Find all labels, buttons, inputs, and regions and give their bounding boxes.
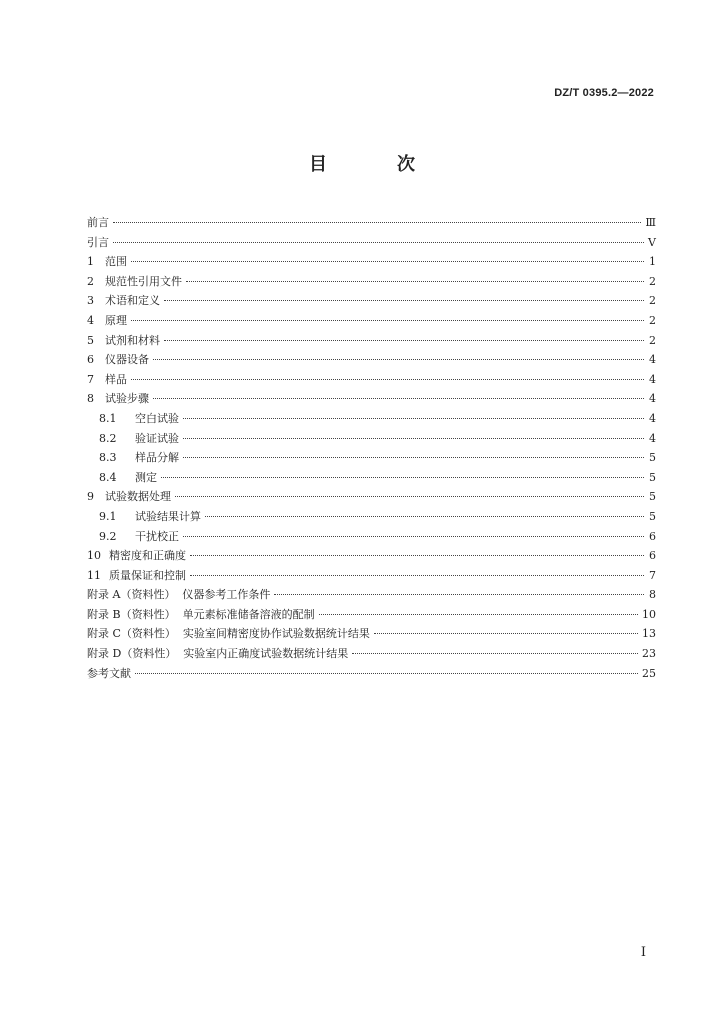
toc-entry-page: Ⅲ	[645, 216, 656, 229]
dot-leader	[190, 575, 644, 576]
toc-entry[interactable]	[87, 429, 656, 449]
toc-entry-number: 8.3	[99, 451, 117, 465]
toc-entry-label: 附录 D（资料性） 实验室内正确度试验数据统计结果	[87, 647, 349, 661]
dot-leader	[164, 340, 644, 341]
dot-leader	[135, 673, 638, 674]
dot-leader	[274, 594, 644, 595]
dot-leader	[131, 379, 644, 380]
toc-entry[interactable]	[87, 272, 656, 292]
toc-entry[interactable]	[87, 331, 656, 351]
toc-entry-label: 试验数据处理	[105, 490, 171, 504]
toc-entry[interactable]	[87, 370, 656, 390]
dot-leader	[352, 653, 638, 654]
toc-entry-page: 2	[649, 274, 656, 288]
dot-leader	[153, 398, 644, 399]
toc-entry-number: 9.1	[99, 509, 117, 523]
toc-entry-page: 6	[649, 529, 656, 543]
dot-leader	[153, 359, 644, 360]
dot-leader	[319, 614, 638, 615]
standard-code: DZ/T 0395.2—2022	[554, 87, 654, 99]
toc-entry-number: 8.1	[99, 411, 117, 425]
toc-entry-number: 10	[87, 549, 101, 563]
toc-entry-page: 4	[649, 372, 656, 386]
toc-entry[interactable]	[87, 409, 656, 429]
dot-leader	[175, 496, 644, 497]
toc-entry[interactable]	[87, 468, 656, 488]
toc-entry-number: 3	[87, 294, 94, 308]
toc-entry-label: 干扰校正	[135, 529, 179, 543]
page-number: Ⅰ	[640, 945, 646, 960]
dot-leader	[183, 418, 644, 419]
toc-entry-number: 7	[87, 372, 94, 386]
dot-leader	[113, 222, 641, 223]
toc-entry-page: Ⅴ	[648, 235, 656, 249]
toc-entry-page: 2	[649, 313, 656, 327]
toc-entry-label: 参考文献	[87, 666, 131, 680]
dot-leader	[205, 516, 644, 517]
toc-entry[interactable]	[87, 644, 656, 664]
toc-entry[interactable]	[87, 350, 656, 370]
toc-entry[interactable]	[87, 487, 656, 507]
toc-entry-page: 7	[649, 568, 656, 582]
toc-entry[interactable]	[87, 389, 656, 409]
dot-leader	[183, 457, 644, 458]
dot-leader	[374, 633, 638, 634]
toc-entry[interactable]	[87, 233, 656, 253]
dot-leader	[183, 438, 644, 439]
toc-entry-label: 前言	[87, 216, 109, 229]
toc-entry-page: 1	[649, 255, 656, 269]
toc-entry-label: 试剂和材料	[105, 333, 160, 347]
toc-entry-page: 2	[649, 333, 656, 347]
toc-entry-label: 试验步骤	[105, 392, 149, 406]
dot-leader	[131, 261, 644, 262]
toc-entry-page: 4	[649, 392, 656, 406]
dot-leader	[186, 281, 644, 282]
toc-entry[interactable]	[87, 664, 656, 684]
toc-entry-number: 2	[87, 274, 94, 288]
toc-entry[interactable]	[87, 448, 656, 468]
toc-entry-number: 1	[87, 255, 94, 269]
toc-entry-label: 仪器设备	[105, 353, 149, 367]
toc-entry-number: 9	[87, 490, 94, 504]
toc-entry-number: 9.2	[99, 529, 117, 543]
toc-entry-page: 25	[642, 666, 656, 680]
toc-entry-label: 验证试验	[135, 431, 179, 445]
toc-entry[interactable]	[87, 252, 656, 272]
toc-entry[interactable]	[87, 291, 656, 311]
toc-entry-number: 11	[87, 568, 101, 582]
dot-leader	[164, 300, 644, 301]
toc-entry-page: 5	[649, 509, 656, 523]
toc-entry[interactable]	[87, 605, 656, 625]
toc-entry-label: 测定	[135, 470, 157, 484]
toc-entry-page: 5	[649, 490, 656, 504]
toc-entry-number: 8.2	[99, 431, 117, 445]
toc-entry-label: 附录 A（资料性） 仪器参考工作条件	[87, 588, 271, 602]
toc-entry-page: 2	[649, 294, 656, 308]
dot-leader	[161, 477, 644, 478]
toc-entry-page: 5	[649, 451, 656, 465]
toc-entry-number: 6	[87, 353, 94, 367]
toc-entry[interactable]	[87, 585, 656, 605]
toc-entry-page: 10	[642, 607, 656, 621]
dot-leader	[113, 242, 644, 243]
toc-entry-label: 样品	[105, 372, 127, 386]
toc-entry-label: 范围	[105, 255, 127, 269]
dot-leader	[131, 320, 644, 321]
toc-entry-number: 8	[87, 392, 94, 406]
toc-entry-number: 5	[87, 333, 94, 347]
toc-entry-label: 样品分解	[135, 451, 179, 465]
toc-entry-label: 附录 B（资料性） 单元素标准储备溶液的配制	[87, 607, 315, 621]
toc-entry-page: 8	[649, 588, 656, 602]
toc-entry-number: 8.4	[99, 470, 117, 484]
toc-entry-label: 质量保证和控制	[109, 568, 186, 582]
toc-entry-label: 术语和定义	[105, 294, 160, 308]
toc-entry-label: 规范性引用文件	[105, 274, 182, 288]
toc-entry-label: 空白试验	[135, 411, 179, 425]
toc-entry-page: 4	[649, 411, 656, 425]
toc-entry[interactable]	[87, 566, 656, 586]
toc-entry-label: 试验结果计算	[135, 509, 201, 523]
toc-entry[interactable]	[87, 213, 656, 233]
toc-entry-label: 原理	[105, 313, 127, 327]
toc-entry-page: 13	[642, 627, 656, 641]
toc-entry-label: 附录 C（资料性） 实验室间精密度协作试验数据统计结果	[87, 627, 370, 641]
toc-entry[interactable]	[87, 507, 656, 527]
dot-leader	[183, 536, 644, 537]
toc-entry[interactable]	[87, 527, 656, 547]
dot-leader	[190, 555, 644, 556]
toc-entry[interactable]	[87, 311, 656, 331]
toc-entry-page: 4	[649, 353, 656, 367]
toc-entry[interactable]	[87, 546, 656, 566]
toc-entry-page: 5	[649, 470, 656, 484]
toc-entry-page: 23	[642, 647, 656, 661]
toc-entry-label: 精密度和正确度	[109, 549, 186, 563]
toc-entry[interactable]	[87, 624, 656, 644]
toc-entry-label: 引言	[87, 235, 109, 249]
toc-entry-page: 4	[649, 431, 656, 445]
toc-entry-page: 6	[649, 549, 656, 563]
page-title: 目 次	[309, 154, 441, 175]
toc-entry-number: 4	[87, 313, 94, 327]
table-of-contents	[87, 213, 656, 683]
